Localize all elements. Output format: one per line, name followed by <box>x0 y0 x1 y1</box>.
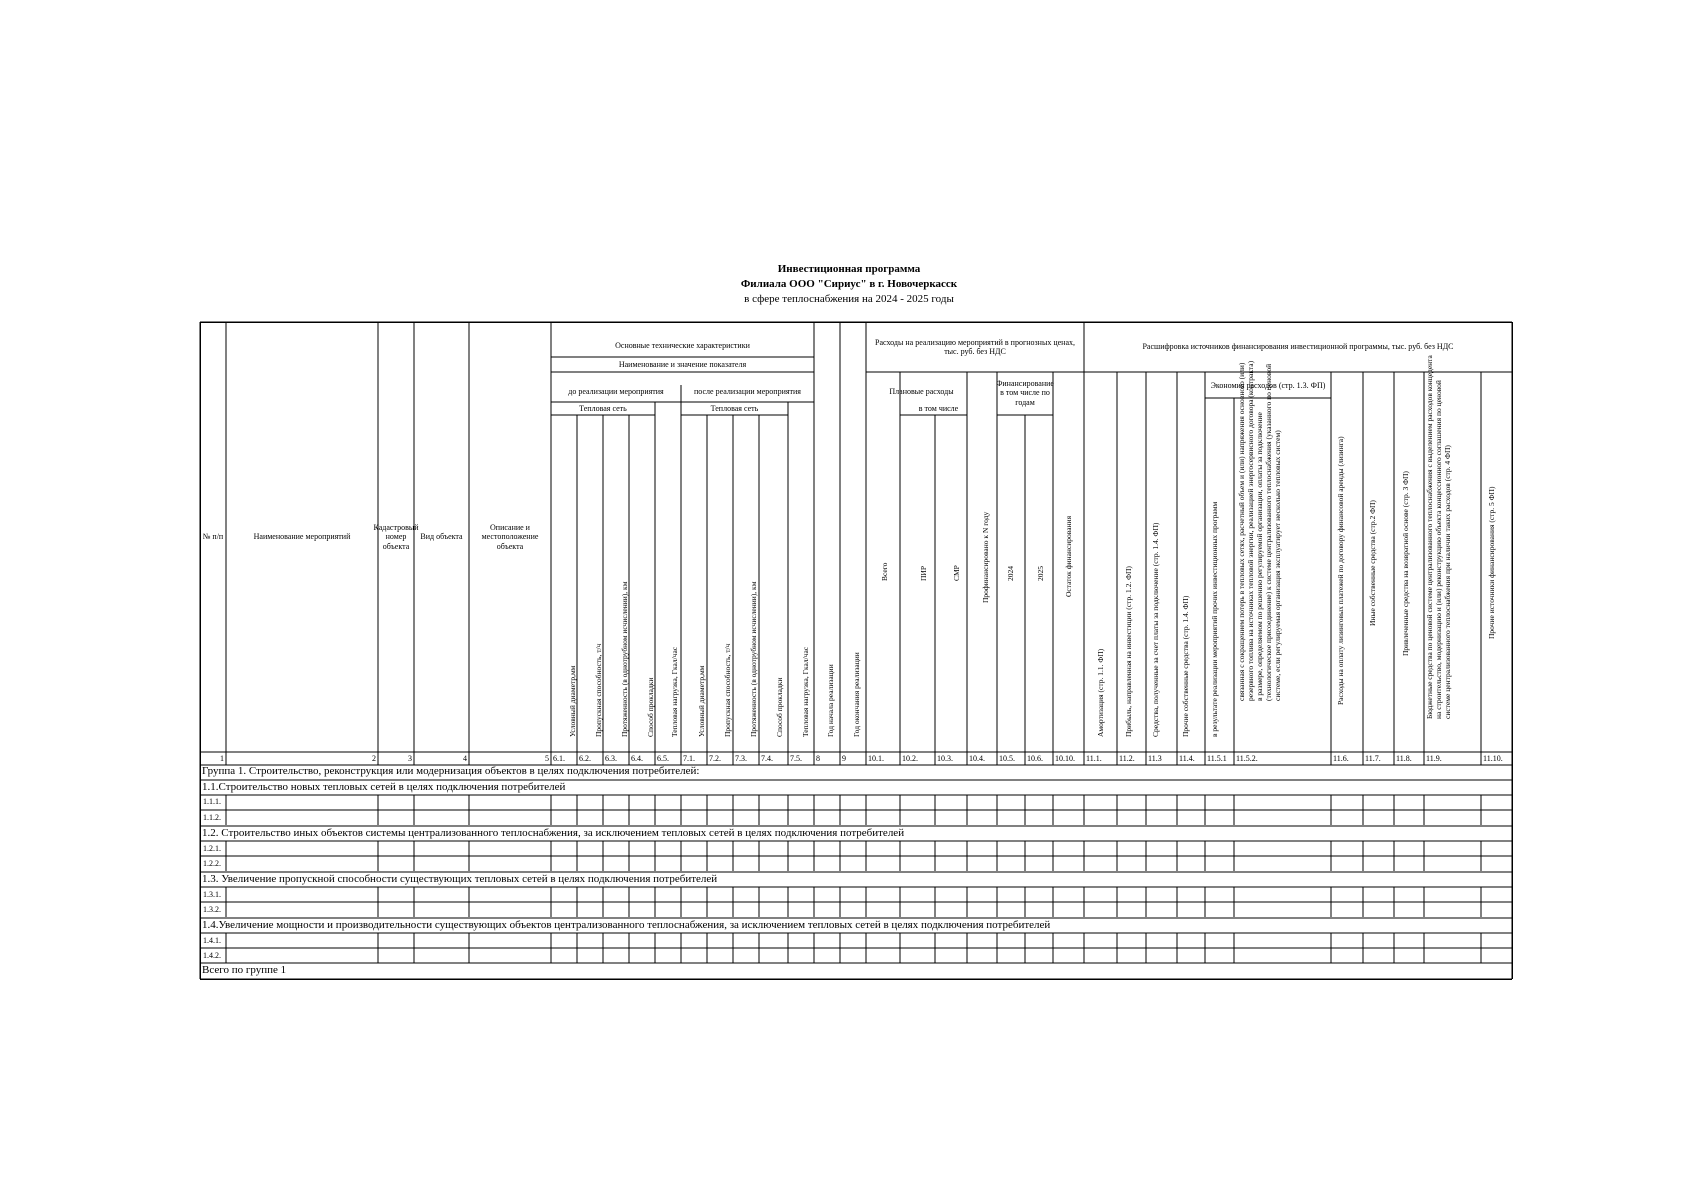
header-before: до реализации мероприятия <box>568 387 664 397</box>
column-number: 6.1. <box>553 754 565 763</box>
document-title <box>0 262 1698 307</box>
column-number: 7.3. <box>735 754 747 763</box>
subgroup-1-1: 1.1.Строительство новых тепловых сетей в целях подключения потребителей <box>202 781 566 793</box>
column-number: 8 <box>816 754 820 763</box>
column-number: 11.10. <box>1483 754 1503 763</box>
column-number: 6.5. <box>657 754 669 763</box>
column-number: 10.2. <box>902 754 918 763</box>
subgroup-1-3: 1.3. Увеличение пропускной способности существующих тепловых сетей в целях подключения потребителей <box>202 873 718 885</box>
row-id-1-3-1: 1.3.1. <box>203 890 221 899</box>
row-id-1-4-2: 1.4.2. <box>203 951 221 960</box>
row-id-1-3-2: 1.3.2. <box>203 905 221 914</box>
row-id-1-1-1: 1.1.1. <box>203 797 221 806</box>
header-tech-sub: Наименование и значение показателя <box>618 359 747 369</box>
column-number: 11.1. <box>1086 754 1102 763</box>
title-line-2: Филиала ООО "Сириус" в г. Новочеркасск <box>740 278 958 290</box>
row-id-1-2-2: 1.2.2. <box>203 859 221 868</box>
header-financing-years: Финансирование в том числе по годам <box>996 378 1054 407</box>
header-expenses: Расходы на реализацию мероприятий в прогнозных ценах, тыс. руб. без НДС <box>875 337 1075 356</box>
column-number: 11.9. <box>1426 754 1442 763</box>
header-planned: Плановые расходы <box>889 387 954 397</box>
column-number: 7.4. <box>761 754 773 763</box>
column-number: 11.5.2. <box>1236 754 1258 763</box>
column-number: 10.3. <box>937 754 953 763</box>
header-tech: Основные технические характеристики <box>615 341 750 351</box>
header-desc: Описание и местоположение объекта <box>481 522 539 551</box>
column-number: 6.3. <box>605 754 617 763</box>
column-number: 9 <box>842 754 846 763</box>
column-number: 10.1. <box>868 754 884 763</box>
group-1-heading: Группа 1. Строительство, реконструкция или модернизация объектов в целях подключения потребителей: <box>202 765 700 777</box>
column-number: 3 <box>408 754 412 763</box>
column-number: 1 <box>220 754 224 763</box>
column-number: 4 <box>463 754 467 763</box>
title-line-3: в сфере теплоснабжения на 2024 - 2025 годы <box>744 293 954 305</box>
subgroup-1-4: 1.4.Увеличение мощности и производительности существующих объектов централизованного теплоснабжения, за исключением тепловых сетей в целях подключения потребителей <box>202 919 1051 931</box>
column-number: 6.2. <box>579 754 591 763</box>
column-number: 6.4. <box>631 754 643 763</box>
column-number: 11.2. <box>1119 754 1135 763</box>
column-number: 7.2. <box>709 754 721 763</box>
header-after: после реализации мероприятия <box>694 387 801 397</box>
row-id-1-2-1: 1.2.1. <box>203 844 221 853</box>
column-number: 11.8. <box>1396 754 1412 763</box>
column-number: 11.5.1 <box>1207 754 1227 763</box>
header-type: Вид объекта <box>420 532 463 542</box>
header-sources: Расшифровка источников финансирования инвестиционной программы, тыс. руб. без НДС <box>1142 342 1454 352</box>
header-cadastral: Кадастровый номер объекта <box>373 522 419 551</box>
column-number: 2 <box>372 754 376 763</box>
header-num: № п/п <box>202 532 224 542</box>
header-network-before: Тепловая сеть <box>579 403 627 413</box>
column-number: 11.6. <box>1333 754 1349 763</box>
column-number: 10.5. <box>999 754 1015 763</box>
column-number: 5 <box>545 754 549 763</box>
column-number: 11.4. <box>1179 754 1195 763</box>
subgroup-1-2: 1.2. Строительство иных объектов системы централизованного теплоснабжения, за исключением тепловых сетей в целях подключения потребителей <box>202 827 905 839</box>
column-number: 10.6. <box>1027 754 1043 763</box>
column-number: 10.10. <box>1055 754 1075 763</box>
header-name: Наименование мероприятий <box>253 532 351 542</box>
column-number: 10.4. <box>969 754 985 763</box>
header-network-after: Тепловая сеть <box>710 403 759 413</box>
column-number: 7.1. <box>683 754 695 763</box>
total-group-1: Всего по группе 1 <box>202 964 287 976</box>
row-id-1-4-1: 1.4.1. <box>203 936 221 945</box>
row-id-1-1-2: 1.1.2. <box>203 813 221 822</box>
header-economy: Экономия расходов (стр. 1.3. ФП) <box>1210 381 1326 391</box>
header-including: в том числе <box>918 403 959 413</box>
column-number: 11.3 <box>1148 754 1162 763</box>
column-number: 7.5. <box>790 754 802 763</box>
title-line-1: Инвестиционная программа <box>777 263 921 275</box>
column-number: 11.7. <box>1365 754 1381 763</box>
